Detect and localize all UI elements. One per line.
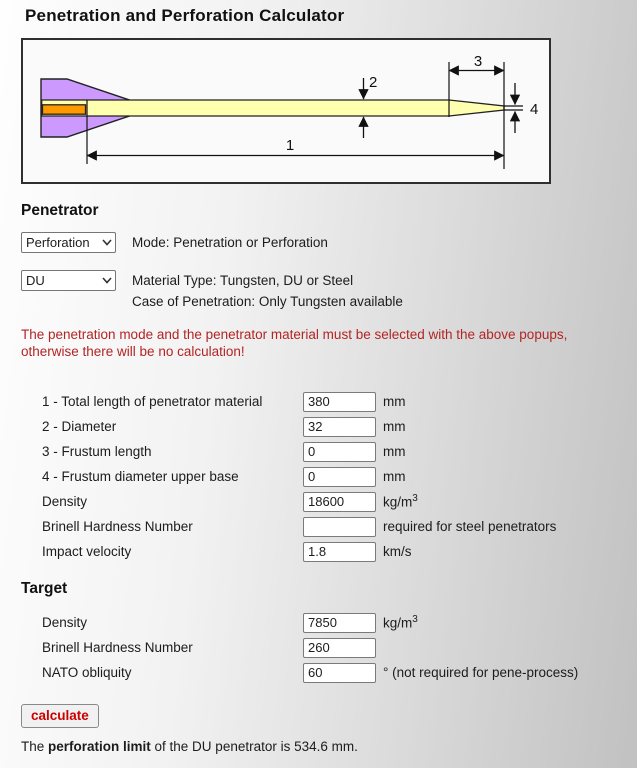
page-title: Penetration and Perforation Calculator (25, 6, 345, 25)
field-row (42, 439, 637, 464)
field-row (42, 489, 637, 514)
sabot-insert-shape (43, 105, 86, 114)
warning-text: The penetration mode and the penetrator material must be selected with the above popups, otherwise there will be no calculation! (21, 327, 568, 359)
dimension-2-label: 2 (369, 74, 378, 91)
penetrator-diagram (21, 38, 551, 184)
frustum-upper-base-input[interactable] (303, 467, 376, 487)
material-select-wrap (21, 270, 116, 291)
result-prefix: The (21, 739, 49, 754)
target-brinell-input[interactable] (303, 638, 376, 658)
field-unit: mm (383, 444, 406, 459)
calculate-button[interactable]: calculate (21, 704, 99, 728)
target-section-heading: Target (21, 580, 68, 597)
mode-select-wrap (21, 232, 116, 253)
field-row (42, 610, 637, 635)
material-note: Case of Penetration: Only Tungsten available (132, 294, 403, 309)
field-row (42, 514, 637, 539)
dimension-3-label: 3 (473, 53, 483, 70)
field-label: Density (42, 615, 88, 630)
result-suffix: of the DU penetrator is 534.6 mm. (150, 739, 358, 754)
field-unit: $kg/m^3$ (383, 614, 418, 631)
penetrator-rod-shape (42, 100, 504, 116)
field-row (42, 539, 637, 564)
field-unit: required for steel penetrators (383, 519, 557, 534)
field-label: 4 - Frustum diameter upper base (42, 469, 239, 484)
result-bold: perforation limit (48, 739, 151, 754)
field-unit: ° (not required for pene-process) (383, 665, 579, 680)
mode-label: Mode: Penetration or Perforation (132, 235, 328, 250)
field-unit: km/s (383, 544, 412, 559)
penetrator-density-input[interactable] (303, 492, 376, 512)
field-row (42, 414, 637, 439)
impact-velocity-input[interactable] (303, 542, 376, 562)
dimension-4-label: 4 (530, 101, 539, 118)
field-label: Density (42, 494, 88, 509)
diagram-svg (23, 40, 549, 182)
mode-row (21, 232, 637, 253)
material-label-block (132, 270, 403, 312)
field-label: Brinell Hardness Number (42, 519, 193, 534)
penetrator-brinell-input[interactable] (303, 517, 376, 537)
frustum-length-input[interactable] (303, 442, 376, 462)
field-label: 3 - Frustum length (42, 444, 152, 459)
dimension-1-label: 1 (285, 137, 295, 154)
material-label: Material Type: Tungsten, DU or Steel (132, 273, 354, 288)
field-unit: mm (383, 394, 406, 409)
result-text (21, 739, 637, 754)
penetrator-section-heading: Penetrator (21, 202, 99, 219)
field-row (42, 635, 637, 660)
target-density-input[interactable] (303, 613, 376, 633)
field-row (42, 464, 637, 489)
target-fields (0, 610, 637, 685)
field-label: Impact velocity (42, 544, 132, 559)
material-row (21, 270, 637, 312)
field-unit: mm (383, 469, 406, 484)
field-unit: mm (383, 419, 406, 434)
total-length-input[interactable] (303, 392, 376, 412)
diameter-input[interactable] (303, 417, 376, 437)
field-row (42, 389, 637, 414)
field-label: 2 - Diameter (42, 419, 117, 434)
field-row (42, 660, 637, 685)
penetrator-fields (0, 389, 637, 564)
field-label: NATO obliquity (42, 665, 132, 680)
material-select[interactable] (21, 270, 116, 291)
mode-select[interactable] (21, 232, 116, 253)
field-label: Brinell Hardness Number (42, 640, 193, 655)
field-unit: $kg/m^3$ (383, 493, 418, 510)
field-label: 1 - Total length of penetrator material (42, 394, 263, 409)
nato-obliquity-input[interactable] (303, 663, 376, 683)
